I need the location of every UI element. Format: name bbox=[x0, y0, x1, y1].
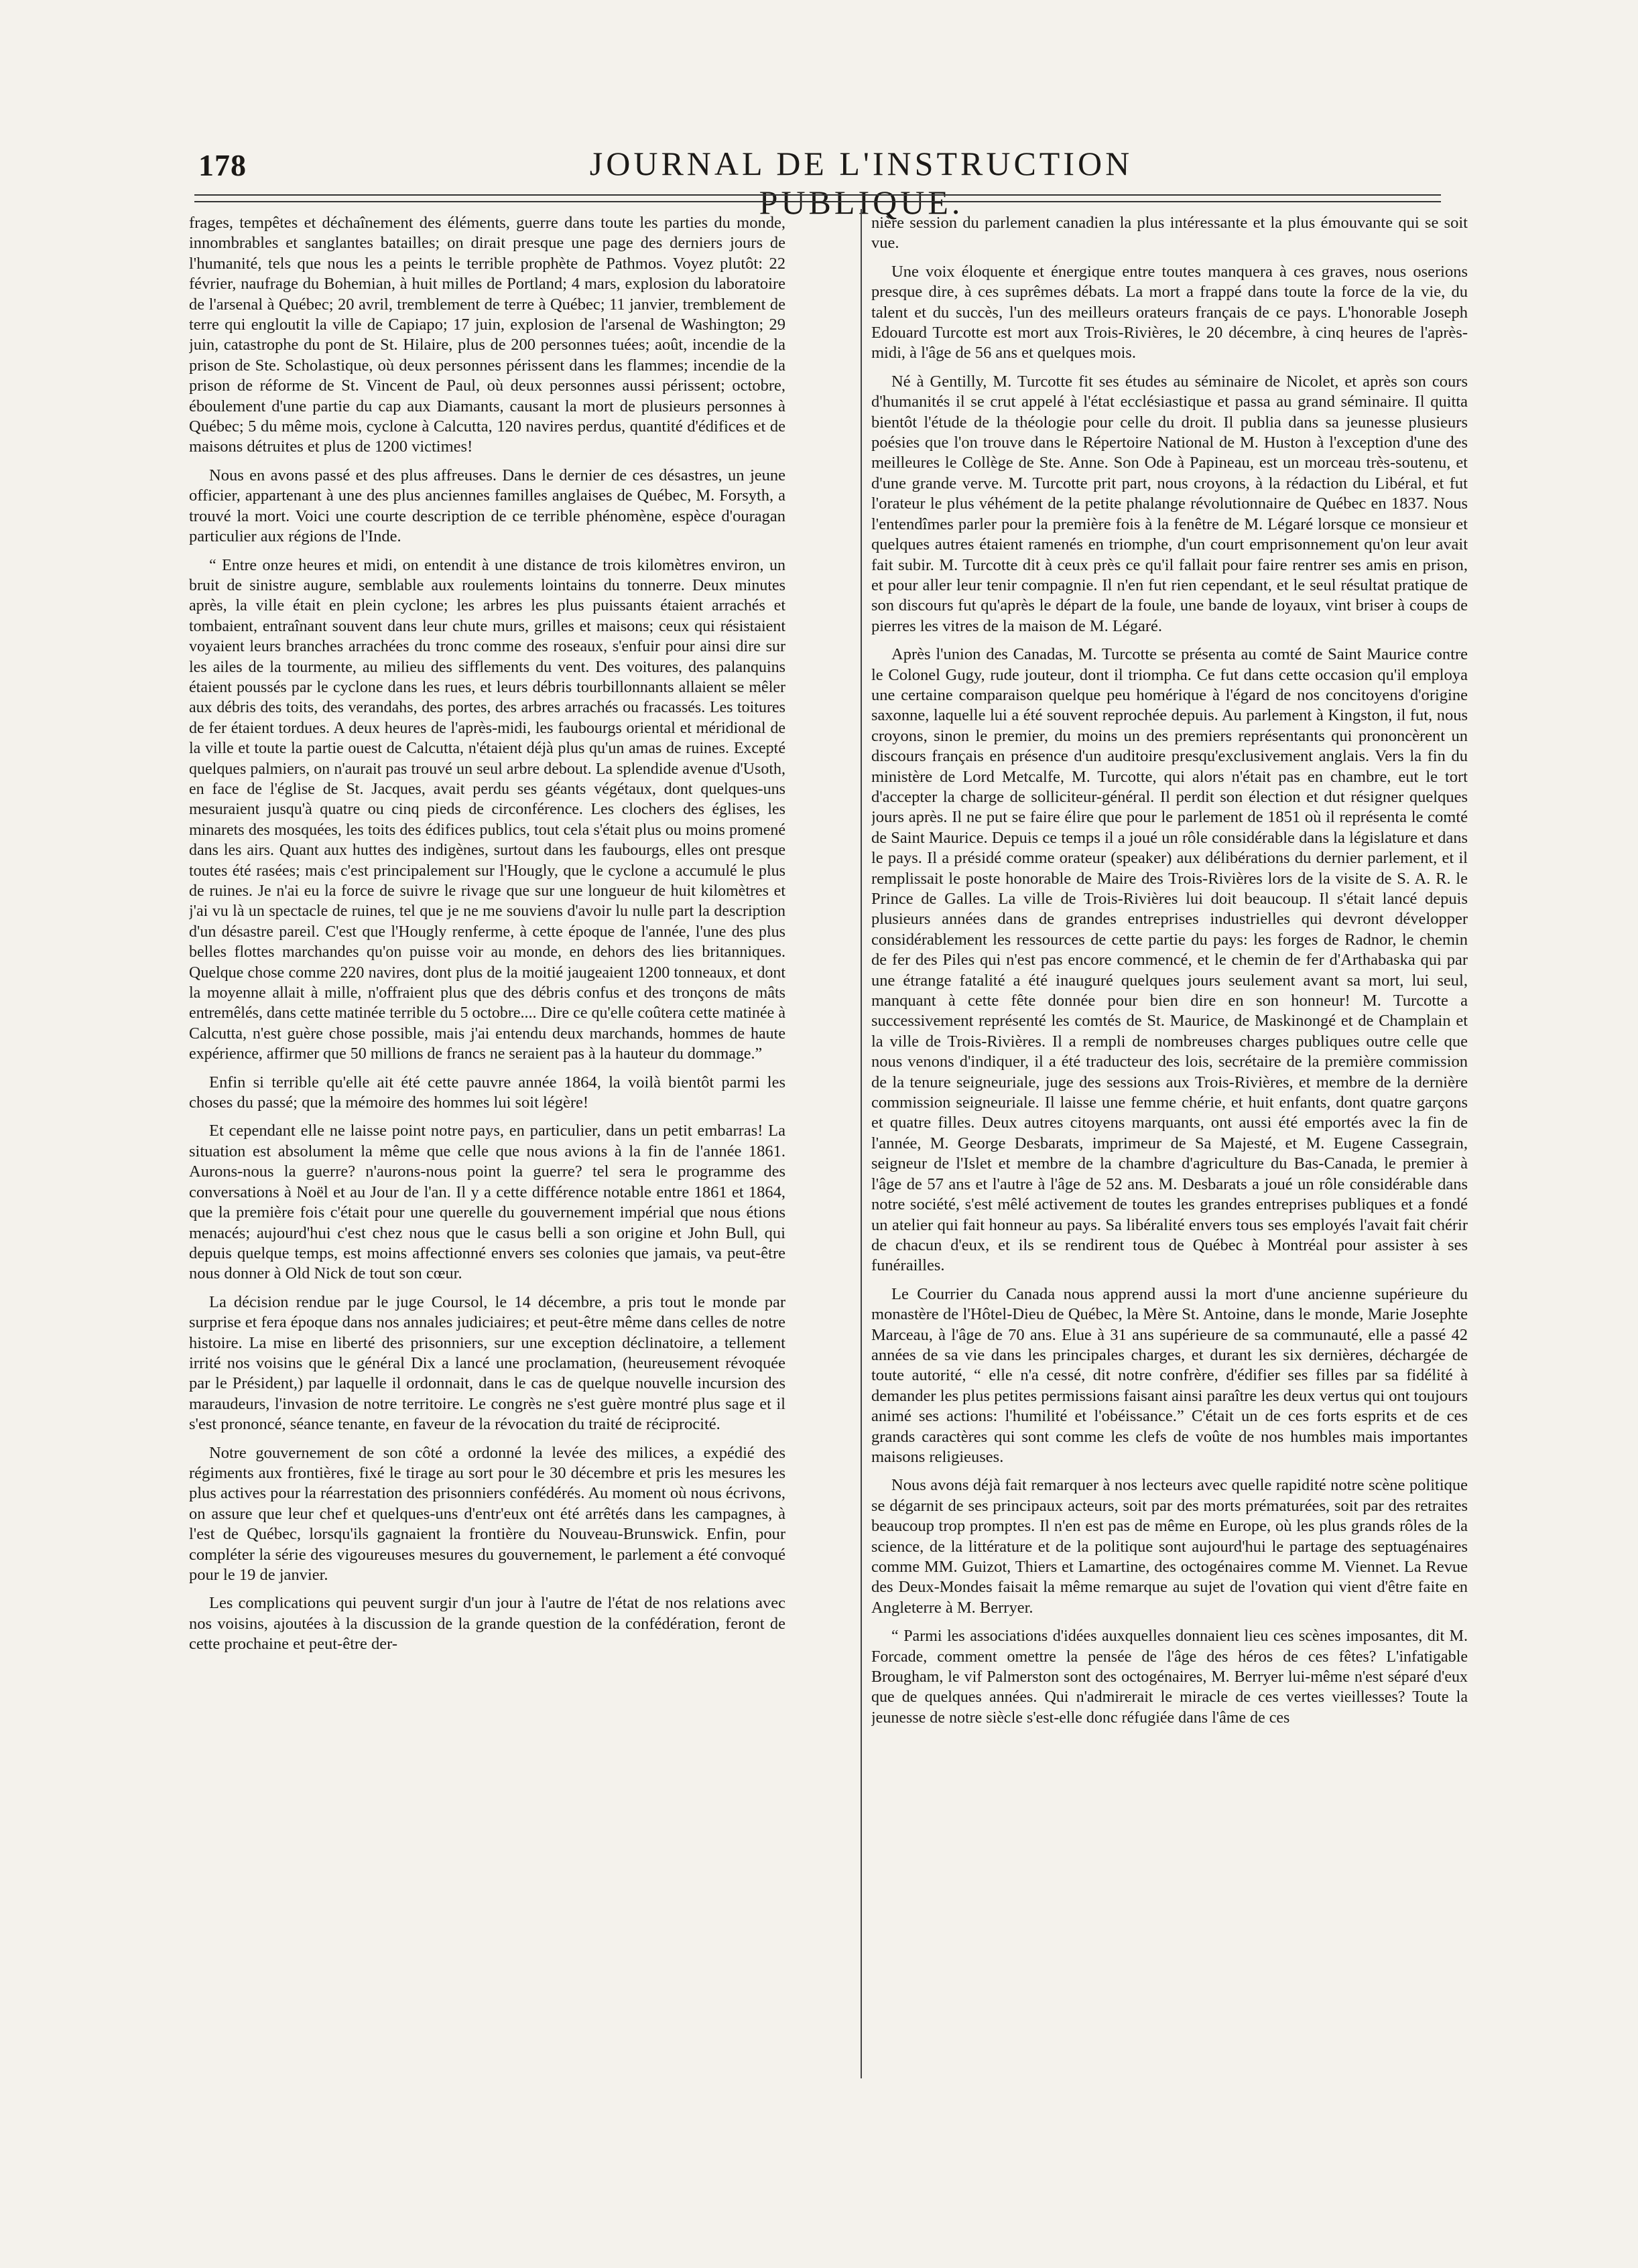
column-divider bbox=[861, 209, 862, 2078]
paragraph: nière session du parlement canadien la plus intéressante et la plus émouvante qui se soit vue. bbox=[871, 214, 1468, 253]
left-column bbox=[189, 213, 785, 2062]
paragraph: Enfin si terrible qu'elle ait été cette pauvre année 1864, la voilà bientôt parmi les choses du passé; que la mémoire des hommes lui soit légère! bbox=[189, 1073, 785, 1112]
quoted-paragraph: “ Entre onze heures et midi, on entendit à une distance de trois kilomètres environ, un bruit de sinistre augure, semblable aux roulements lointains du tonnerre. Deux minutes après, la ville était en plein cyclone; les arbres les plus puissants étaient arrachés et tombaient, entraînant souvent dans leur chute murs, grilles et maisons; ceux qui résistaient voyaient leurs branches arrachées du tronc comme des roseaux, s'enfuir pour ainsi dire sur les ailes de la tourmente, au milieu des sifflements du vent. Des voitures, des palanquins étaient poussés par le cyclone dans les rues, et leurs débris tourbillonnants allaient se mêler aux débris des toits, des verandahs, des portes, des arbres arrachés ou fracassés. Les toitures de fer étaient tordues. A deux heures de l'après-midi, les faubourgs oriental et méridional de la ville et toute la partie ouest de Calcutta, n'étaient déjà plus qu'un amas de ruines. Excepté quelques palmiers, on n'aurait pas trouvé un seul arbre debout. La splendide avenue d'Usoth, en face de l'église de St. Jacques, avait perdu ses géants végétaux, dont quelques-uns mesuraient jusqu'à quatre ou cinq pieds de circonférence. Les clochers des églises, les minarets des mosquées, les toits des édifices publics, tout cela s'était plus ou moins promené dans les airs. Quant aux huttes des indigènes, surtout dans les faubourgs, elles ont presque toutes été rasées; mais c'est principalement sur l'Hougly, que le cyclone a accumulé le plus de ruines. Je n'ai eu la force de suivre le rivage que sur une longueur de huit kilomètres et j'ai vu là un spectacle de ruines, tel que je ne me souviens d'avoir lu nulle part la description d'un désastre pareil. C'est que l'Hougly renferme, à cette époque de l'année, l'une des plus belles flottes marchandes qu'on puisse voir au monde, en dehors des lies britanniques. Quelque chose comme 220 navires, dont plus de la moitié jaugeaient 1200 tonneaux, et dont la moyenne allait à mille, n'offraient plus que des débris confus et des tronçons de mâts entremêlés, dans cette matinée terrible du 5 octobre.... Dire ce qu'elle coûtera cette matinée à Calcutta, n'est guère chose possible, mais j'ai entendu deux marchands, hommes de haute expérience, affirmer que 50 millions de francs ne seraient pas à la hauteur du dommage.” bbox=[189, 556, 785, 1063]
paragraph: Nous en avons passé et des plus affreuses. Dans le dernier de ces désastres, un jeune officier, appartenant à une des plus anciennes familles anglaises de Québec, M. Forsyth, a trouvé la mort. Voici une courte description de ce terrible phénomène, espèce d'ouragan particulier aux régions de l'Inde. bbox=[189, 466, 785, 546]
paragraph: Notre gouvernement de son côté a ordonné la levée des milices, a expédié des régiments aux frontières, fixé le tirage au sort pour le 30 décembre et pris les mesures les plus actives pour la réarrestation des prisonniers confédérés. Au moment où nous écrivons, on assure que leur chef et quelques-uns d'entr'eux ont été arrêtés dans les campagnes, à l'est de Québec, lorsqu'ils gagnaient la frontière du Nouveau-Brunswick. Enfin, pour compléter la série des vigoureuses mesures du gouvernement, le parlement a été convoqué pour le 19 de janvier. bbox=[189, 1443, 785, 1584]
right-column bbox=[871, 213, 1468, 2062]
paragraph: La décision rendue par le juge Coursol, le 14 décembre, a pris tout le monde par surprise et fera époque dans nos annales judiciaires; et peut-être même dans celles de notre histoire. La mise en liberté des prisonniers, sur une exception déclinatoire, a tellement irrité nos voisins que le général Dix a lancé une proclamation, (heureusement révoquée par le Président,) par laquelle il ordonnait, dans le cas de quelque nouvelle incursion des maraudeurs, l'invasion de notre territoire. Le congrès ne s'est guère montré plus sage et il s'est prononcé, séance tenante, en faveur de la révocation du traité de réciprocité. bbox=[189, 1292, 785, 1434]
page-number: 178 bbox=[198, 148, 247, 182]
paragraph: frages, tempêtes et déchaînement des éléments, guerre dans toute les parties du monde, innombrables et sanglantes batailles; on dirait presque une page des derniers jours de l'humanité, tels que nous les a peints le terrible prophète de Pathmos. Voyez plutôt: 22 février, naufrage du Bohemian, à huit milles de Portland; 4 mars, explosion du laboratoire de l'arsenal à Québec; 20 avril, tremblement de terre à Québec; 11 janvier, tremblement de terre qui engloutit la ville de Capiapo; 17 juin, explosion de l'arsenal de Washington; 29 juin, catastrophe du pont de St. Hilaire, plus de 200 personnes tuées; août, incendie de la prison de Ste. Scholastique, où deux personnes périssent dans les flammes; incendie de la prison de réforme de St. Vincent de Paul, où deux personnes aussi périssent; octobre, éboulement d'une partie du cap aux Diamants, causant la mort de plusieurs personnes à Québec; 5 du même mois, cyclone à Calcutta, 120 navires perdus, quantité d'édifices et de maisons détruites et plus de 1200 victimes! bbox=[189, 214, 785, 456]
paragraph: Une voix éloquente et énergique entre toutes manquera à ces graves, nous oserions presque dire, à ces suprêmes débats. La mort a frappé dans toute la force de la vie, du talent et du succès, l'un des meilleurs orateurs français de ce pays. L'honorable Joseph Edouard Turcotte est mort aux Trois-Rivières, le 20 décembre, à cinq heures de l'après-midi, à l'âge de 56 ans et quelques mois. bbox=[871, 262, 1468, 362]
paragraph: Né à Gentilly, M. Turcotte fit ses études au séminaire de Nicolet, et après son cours d'humanités il se crut appelé à l'état ecclésiastique et passa au grand séminaire. Il quitta bientôt l'étude de la théologie pour celle du droit. Il publia dans sa jeunesse plusieurs poésies que l'on trouve dans le Répertoire National de M. Huston à l'exception d'une des meilleures le Collège de Ste. Anne. Son Ode à Papineau, est un morceau très-soutenu, et d'une grande verve. M. Turcotte prit part, nous croyons, à la rédaction du Libéral, et fut l'orateur le plus véhément de la petite phalange révolutionnaire de Québec en 1837. Nous l'entendîmes parler pour la première fois à la fenêtre de M. Légaré lorsque ce monsieur et quelques autres étaient ramenés en triomphe, d'un court emprisonnement qu'on leur avait fait subir. M. Turcotte dit à ceux près ce qu'il fallait pour faire rentrer ses amis en prison, et pour aller leur tenir compagnie. Il n'en fut rien cependant, et le seul résultat pratique de son discours fut qu'après le départ de la foule, une bande de loyaux, vint briser à coups de pierres les vitres de la maison de M. Légaré. bbox=[871, 372, 1468, 635]
journal-title: JOURNAL DE L'INSTRUCTION PUBLIQUE. bbox=[589, 145, 1133, 221]
paragraph: Après l'union des Canadas, M. Turcotte se présenta au comté de Saint Maurice contre le Colonel Gugy, rude jouteur, dont il triompha. Ce fut dans cette occasion qu'il employa une certaine comparaison quelque peu homérique à l'égard de nos concitoyens d'origine saxonne, laquelle lui a été souvent reprochée depuis. Au parlement à Kingston, il fut, nous croyons, sinon le premier, du moins un des premiers représentants qui prononcèrent un discours français en présence d'un auditoire presqu'exclusivement anglais. Vers la fin du ministère de Lord Metcalfe, M. Turcotte, qui alors n'était pas en chambre, eut le tort d'accepter la charge de solliciteur-général. Il perdit son élection et dut résigner quelques jours après. Il ne put se faire élire que pour le parlement de 1851 où il représenta le comté de Saint Maurice. Depuis ce temps il a joué un rôle considérable dans la législature et dans le pays. Il a présidé comme orateur (speaker) aux délibérations du dernier parlement, et il remplissait le poste honorable de Maire des Trois-Rivières lors de la visite de S. A. R. le Prince de Galles. La ville de Trois-Rivières lui doit beaucoup. Il s'était lancé depuis plusieurs années dans de grandes entreprises industrielles qui devront développer considérablement les ressources de cette partie du pays: les forges de Radnor, le chemin de fer des Piles qui n'est pas encore commencé, et le chemin de fer d'Arthabaska qui par une étrange fatalité a été inauguré quelques jours seulement avant sa mort, lui seul, manquant à cette fête donnée pour bien dire en son honneur! M. Turcotte a successivement représenté les comtés de St. Maurice, de Maskinongé et de Champlain et la ville de Trois-Rivières. Il a rempli de nombreuses charges publiques outre celle que nous venons d'indiquer, il a été traducteur des lois, secrétaire de la première commission de la tenure seigneuriale, juge des sessions aux Trois-Rivières, et membre de la dernière commission seigneuriale. Il laisse une femme chérie, et huit enfants, dont quatre garçons et quatre filles. Deux autres citoyens marquants, ont aussi été emportés avec la fin de l'année, M. George Desbarats, imprimeur de Sa Majesté, et M. Eugene Cassegrain, seigneur de l'Islet et membre de la chambre d'agriculture du Bas-Canada, le premier à l'âge de 57 ans et l'autre à l'âge de 52 ans. M. Desbarats a joué un rôle considérable dans notre société, s'est mêlé activement de toutes les grandes entreprises publiques et a fondé un atelier qui fait honneur au pays. Sa libéralité envers tous ses employés l'avait fait chérir de chacun d'eux, et ils se rendirent tous de Québec à Montréal pour assister à ses funérailles. bbox=[871, 645, 1468, 1275]
quoted-paragraph: “ Parmi les associations d'idées auxquelles donnaient lieu ces scènes imposantes, dit M. Forcade, comment omettre la pensée de l'âge des héros de ces fêtes? L'infatigable Brougham, le vif Palmerston sont des octogénaires, M. Berryer lui-même n'est séparé d'eux que de quelques années. Qui n'admirerait le miracle de ces vertes vieillesses? Toute la jeunesse de notre siècle s'est-elle donc réfugiée dans l'âme de ces bbox=[871, 1627, 1468, 1727]
paragraph: Le Courrier du Canada nous apprend aussi la mort d'une ancienne supérieure du monastère de l'Hôtel-Dieu de Québec, la Mère St. Antoine, dans le monde, Marie Josephte Marceau, à l'âge de 70 ans. Elue à 31 ans supérieure de sa communauté, elle a passé 42 années de sa vie dans les principales charges, et durant les six dernières, déchargée de toute autorité, “ elle n'a cessé, dit notre confrère, d'édifier ses filles par sa fidélité à demander les plus petites permissions faisant ainsi paraître les deux vertus qui ont toujours animé ses actions: l'humilité et l'obéissance.” C'était un de ces forts esprits et de ces grands caractères qui sont comme les clefs de voûte de nos humbles mais importantes maisons religieuses. bbox=[871, 1284, 1468, 1466]
paragraph: Les complications qui peuvent surgir d'un jour à l'autre de l'état de nos relations avec nos voisins, ajoutées à la discussion de la grande question de la confédération, feront de cette prochaine et peut-être der- bbox=[189, 1594, 785, 1654]
header-rule bbox=[194, 194, 1441, 202]
paragraph: Nous avons déjà fait remarquer à nos lecteurs avec quelle rapidité notre scène politique se dégarnit de ses principaux acteurs, soit par des morts prématurées, soit par des retraites beaucoup trop promptes. Il n'en est pas de même en Europe, où les plus grands rôles de la science, de la littérature et de la politique sont aujourd'hui le partage des septuagénaires comme MM. Guizot, Thiers et Lamartine, des octogénaires comme M. Viennet. La Revue des Deux-Mondes faisait la même remarque au sujet de l'ovation qui vient d'être faite en Angleterre à M. Berryer. bbox=[871, 1476, 1468, 1617]
paragraph: Et cependant elle ne laisse point notre pays, en particulier, dans un petit embarras! La situation est absolument la même que celle que nous avions à la fin de l'année 1861. Aurons-nous la guerre? n'aurons-nous point la guerre? tel sera le programme des conversations à Noël et au Jour de l'an. Il y a cette différence notable entre 1861 et 1864, que la première fois c'était pour une querelle du gouvernement impérial que nous étions menacés; aujourd'hui c'est chez nous que le casus belli a son origine et John Bull, qui depuis quelque temps, est moins affectionné envers ses colonies que jamais, va peut-être nous donner à Old Nick de tout son cœur. bbox=[189, 1122, 785, 1283]
